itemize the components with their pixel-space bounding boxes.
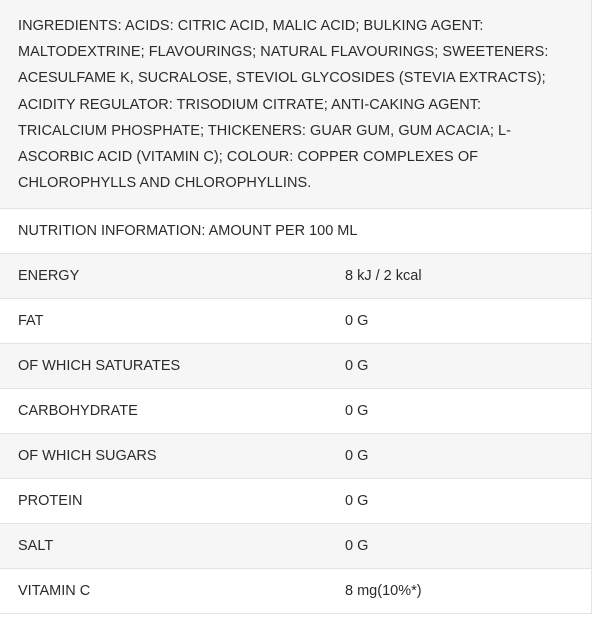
nutrient-value: 0 G	[345, 448, 369, 465]
nutrient-label: ENERGY	[18, 268, 80, 285]
table-row	[0, 254, 591, 299]
nutrient-value: 8 mg(10%*)	[345, 583, 422, 600]
table-row	[0, 479, 591, 524]
nutrient-label: PROTEIN	[18, 493, 83, 510]
nutrient-value: 0 G	[345, 358, 369, 375]
nutrient-label: CARBOHYDRATE	[18, 403, 138, 420]
nutrient-label: SALT	[18, 538, 54, 555]
table-row	[0, 434, 591, 479]
nutrient-label: OF WHICH SUGARS	[18, 448, 157, 465]
nutrient-label: FAT	[18, 313, 44, 330]
nutrient-value: 0 G	[345, 538, 369, 555]
nutrient-label: VITAMIN C	[18, 583, 91, 600]
ingredients-text: INGREDIENTS: ACIDS: CITRIC ACID, MALIC ACID; BULKING AGENT: MALTODEXTRINE; FLAVOURINGS; NATURAL FLAVOURINGS; SWEETENERS: ACESULFAME K, SUCRALOSE, STEVIOL GLYCOSIDES (STEVIA EXTRACTS); ACIDITY REGULATOR: TRISODIUM CITRATE; ANTI-CAKING AGENT: TRICALCIUM PHOSPHATE; THICKENERS: GUAR GUM, GUM ACACIA; L-ASCORBIC ACID (VITAMIN C); COLOUR: COPPER COMPLEXES OF CHLOROPHYLLS AND CHLOROPHYLLINS.	[0, 0, 591, 209]
table-row	[0, 569, 591, 614]
table-row	[0, 299, 591, 344]
nutrition-table	[0, 254, 591, 614]
table-row	[0, 524, 591, 569]
nutrient-value: 0 G	[345, 403, 369, 420]
nutrition-header: NUTRITION INFORMATION: AMOUNT PER 100 ML	[0, 209, 591, 254]
nutrient-label: OF WHICH SATURATES	[18, 358, 181, 375]
table-row	[0, 389, 591, 434]
nutrient-value: 0 G	[345, 493, 369, 510]
table-row	[0, 344, 591, 389]
nutrient-value: 0 G	[345, 313, 369, 330]
nutrient-value: 8 kJ / 2 kcal	[345, 268, 422, 285]
